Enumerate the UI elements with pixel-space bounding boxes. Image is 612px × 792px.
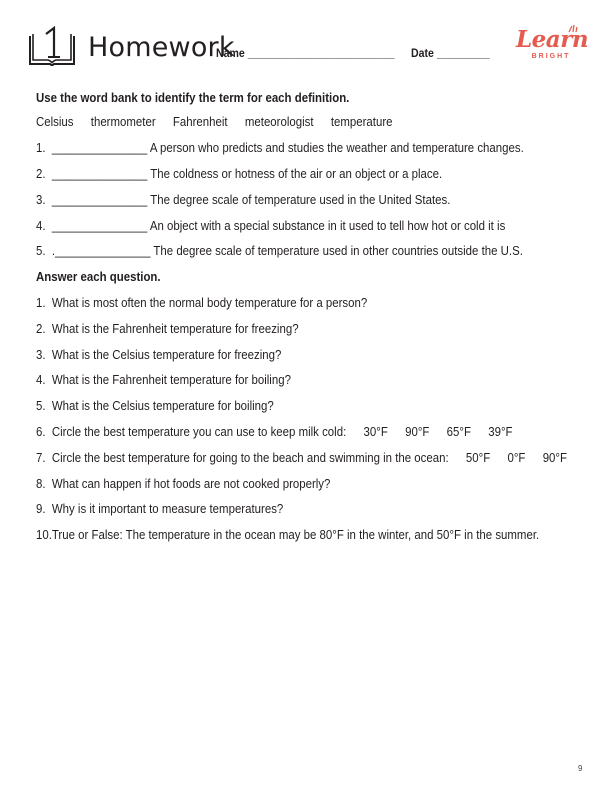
word-bank (36, 114, 407, 130)
word-bank-item: meteorologist (244, 114, 314, 129)
answer-blank: _______________ (51, 166, 148, 181)
question-item: 1. What is most often the normal body temperature for a person? (36, 295, 368, 310)
logo-sub-text: BRIGHT (531, 53, 571, 60)
temperature-option: 65°F (446, 424, 471, 439)
question-item: 6. Circle the best temperature you can use to keep milk cold: 30°F 90°F 65°F 39°F (36, 424, 513, 439)
spark-icon (568, 25, 578, 33)
section1-instruction: Use the word bank to identify the term for each definition. (36, 90, 350, 105)
temperature-option: 90°F (405, 424, 430, 439)
temperature-option: 39°F (488, 424, 513, 439)
section2-instruction: Answer each question. (36, 269, 161, 284)
definition-item: 1. _______________ A person who predicts and studies the weather and temperature changes. (36, 140, 524, 155)
name-field-label: Name _________________________ (216, 46, 395, 60)
definition-item: 5. ._______________ The degree scale of temperature used in other countries outside the U.S. (36, 243, 523, 258)
question-item: 10.True or False: The temperature in the ocean may be 80°F in the winter, and 50°F in the summer. (36, 527, 540, 542)
word-bank-item: Fahrenheit (172, 114, 228, 129)
page-title: Homework (88, 32, 235, 63)
answer-blank: _______________ (51, 218, 148, 233)
answer-blank: _______________ (51, 140, 148, 155)
definition-item: 2. _______________ The coldness or hotness of the air or an object or a place. (36, 166, 443, 181)
question-item: 4. What is the Fahrenheit temperature for boiling? (36, 372, 291, 387)
temperature-option: 50°F (465, 450, 491, 465)
logo-main-text: Learn (516, 26, 589, 53)
answer-blank: ._______________ (51, 243, 151, 258)
header (0, 0, 612, 90)
page-number: 9 (578, 764, 583, 773)
definition-item: 3. _______________ The degree scale of temperature used in the United States. (36, 192, 451, 207)
date-field-label: Date _________ (411, 46, 490, 60)
temperature-option: 0°F (507, 450, 526, 465)
question-item: 9. Why is it important to measure temperatures? (36, 501, 284, 516)
word-bank-item: temperature (330, 114, 393, 129)
question-item: 7. Circle the best temperature for going to the beach and swimming in the ocean: 50°F 0°F 90°F (36, 450, 567, 465)
learn-bright-logo (516, 26, 589, 68)
question-item: 3. What is the Celsius temperature for freezing? (36, 347, 282, 362)
definition-item: 4. _______________ An object with a special substance in it used to tell how hot or cold it is (36, 218, 506, 233)
book-number-1-icon (28, 26, 76, 68)
question-item: 8. What can happen if hot foods are not cooked properly? (36, 476, 331, 491)
temperature-option: 90°F (542, 450, 567, 465)
answer-blank: _______________ (51, 192, 148, 207)
temperature-option: 30°F (363, 424, 388, 439)
word-bank-item: thermometer (90, 114, 156, 129)
question-item: 2. What is the Fahrenheit temperature for freezing? (36, 321, 299, 336)
word-bank-item: Celsius (36, 114, 74, 129)
question-item: 5. What is the Celsius temperature for boiling? (36, 398, 274, 413)
